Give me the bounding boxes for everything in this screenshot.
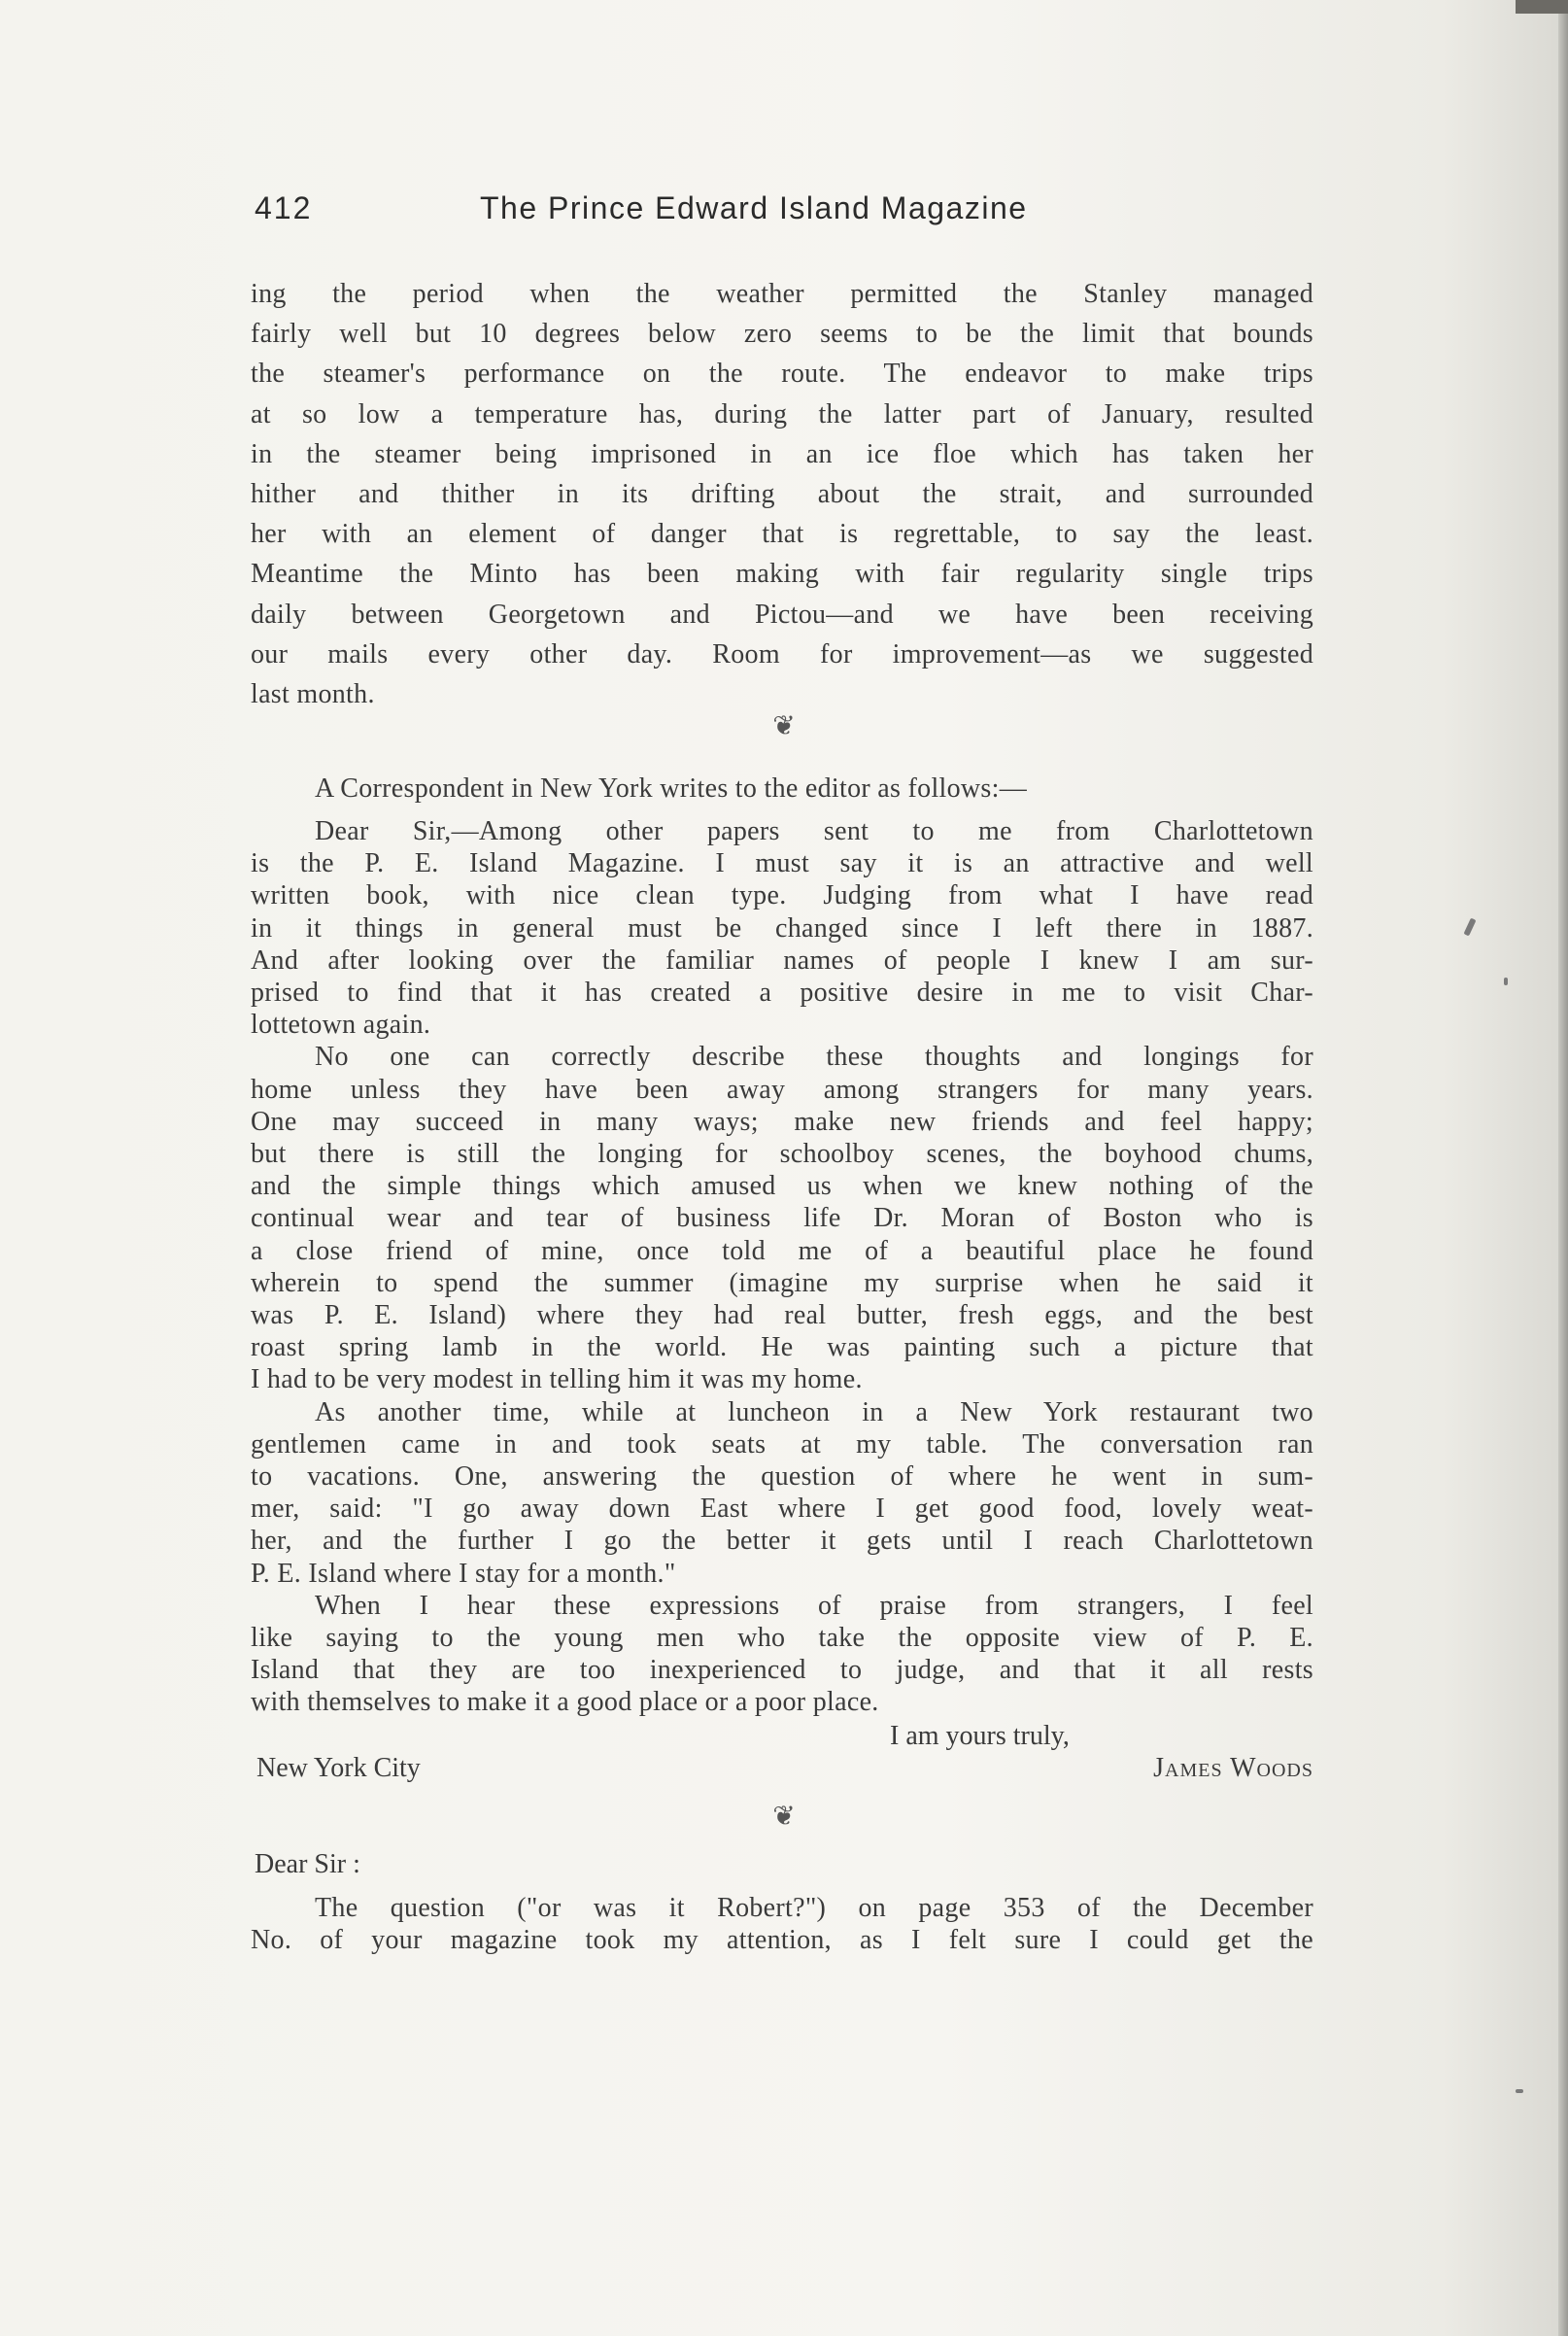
text-line: the steamer's performance on the route. The endeavor to make trips <box>251 359 1313 390</box>
text-line: is the P. E. Island Magazine. I must say it is an attractive and well <box>251 848 1313 879</box>
ink-speck <box>1463 918 1476 937</box>
page-corner-dark <box>1516 0 1568 14</box>
text-line: wherein to spend the summer (imagine my surprise when he said it <box>251 1267 1313 1298</box>
text-line: her with an element of danger that is regrettable, to say the least. <box>251 519 1313 550</box>
salutation: Dear Sir : <box>255 1849 360 1879</box>
text-line: in it things in general must be changed since I left there in 1887. <box>251 912 1313 944</box>
text-line: daily between Georgetown and Pictou—and we have been receiving <box>251 599 1313 630</box>
text-line: prised to find that it has created a positive desire in me to visit Char- <box>251 978 1313 1009</box>
page-header <box>255 190 1313 239</box>
text-line: last month. <box>251 679 375 710</box>
ink-speck <box>1504 978 1508 985</box>
text-line: mer, said: "I go away down East where I get good food, lovely weat- <box>251 1494 1313 1525</box>
text-line: Meantime the Minto has been making with fair regularity single trips <box>251 559 1313 590</box>
text-line: was P. E. Island) where they had real butter, fresh eggs, and the best <box>251 1300 1313 1331</box>
text-line: One may succeed in many ways; make new friends and feel happy; <box>251 1106 1313 1137</box>
next-letter-body <box>251 1892 1313 1956</box>
text-line: roast spring lamb in the world. He was painting such a picture that <box>251 1332 1313 1363</box>
running-title: The Prince Edward Island Magazine <box>480 190 1028 225</box>
text-line: fairly well but 10 degrees below zero seems to be the limit that bounds <box>251 319 1313 350</box>
text-line: home unless they have been away among strangers for many years. <box>251 1074 1313 1105</box>
text-line: but there is still the longing for schoolboy scenes, the boyhood chums, <box>251 1139 1313 1170</box>
letter-place: New York City <box>256 1753 421 1783</box>
text-line: to vacations. One, answering the question of where he went in sum- <box>251 1461 1313 1493</box>
text-line: P. E. Island where I stay for a month." <box>251 1558 676 1589</box>
text-line: Island that they are too inexperienced to judge, and that it all rests <box>251 1655 1313 1686</box>
text-line: ing the period when the weather permitted the Stanley managed <box>251 279 1313 309</box>
correspondent-intro-line: A Correspondent in New York writes to the editor as follows:— <box>315 773 1028 804</box>
intro-paragraph <box>251 274 1313 714</box>
section-ornament-icon: ❦ <box>772 711 796 741</box>
text-line: written book, with nice clean type. Judging from what I have read <box>251 880 1313 911</box>
text-line: The question ("or was it Robert?") on page 353 of the December <box>315 1893 1313 1923</box>
text-line: No one can correctly describe these thoughts and longings for <box>315 1042 1313 1073</box>
text-line: her, and the further I go the better it gets until I reach Charlottetown <box>251 1526 1313 1557</box>
text-line: lottetown again. <box>251 1010 431 1041</box>
letter-signature: James Woods <box>1153 1753 1313 1783</box>
text-line: continual wear and tear of business life Dr. Moran of Boston who is <box>251 1203 1313 1234</box>
section-ornament-icon-2: ❦ <box>772 1802 796 1832</box>
text-line: at so low a temperature has, during the latter part of January, resulted <box>251 398 1313 429</box>
text-line: gentlemen came in and took seats at my table. The conversation ran <box>251 1428 1313 1460</box>
correspondent-intro <box>251 773 1313 805</box>
text-line: I had to be very modest in telling him it was my home. <box>251 1364 863 1395</box>
page-edge-shadow <box>1558 0 1568 2336</box>
text-line: And after looking over the familiar names of people I knew I am sur- <box>251 945 1313 976</box>
text-line: Dear Sir,—Among other papers sent to me from Charlottetown <box>315 816 1313 846</box>
text-line: like saying to the young men who take the opposite view of P. E. <box>251 1623 1313 1654</box>
text-line: a close friend of mine, once told me of a beautiful place he found <box>251 1235 1313 1266</box>
text-line: No. of your magazine took my attention, as I felt sure I could get the <box>251 1925 1313 1956</box>
ink-speck <box>1516 2089 1523 2093</box>
text-line: As another time, while at luncheon in a New York restaurant two <box>315 1396 1313 1427</box>
text-line: hither and thither in its drifting about the strait, and surrounded <box>251 479 1313 510</box>
page-number: 412 <box>255 190 313 225</box>
letter-closing: I am yours truly, <box>890 1721 1070 1751</box>
text-line: and the simple things which amused us when we knew nothing of the <box>251 1171 1313 1202</box>
signature-row <box>251 1753 1313 1792</box>
text-line: with themselves to make it a good place or a poor place. <box>251 1687 879 1718</box>
text-line: our mails every other day. Room for improvement—as we suggested <box>251 638 1313 670</box>
text-line: When I hear these expressions of praise from strangers, I feel <box>315 1590 1313 1621</box>
text-line: in the steamer being imprisoned in an ice floe which has taken her <box>251 438 1313 469</box>
letter-body <box>251 815 1313 1719</box>
